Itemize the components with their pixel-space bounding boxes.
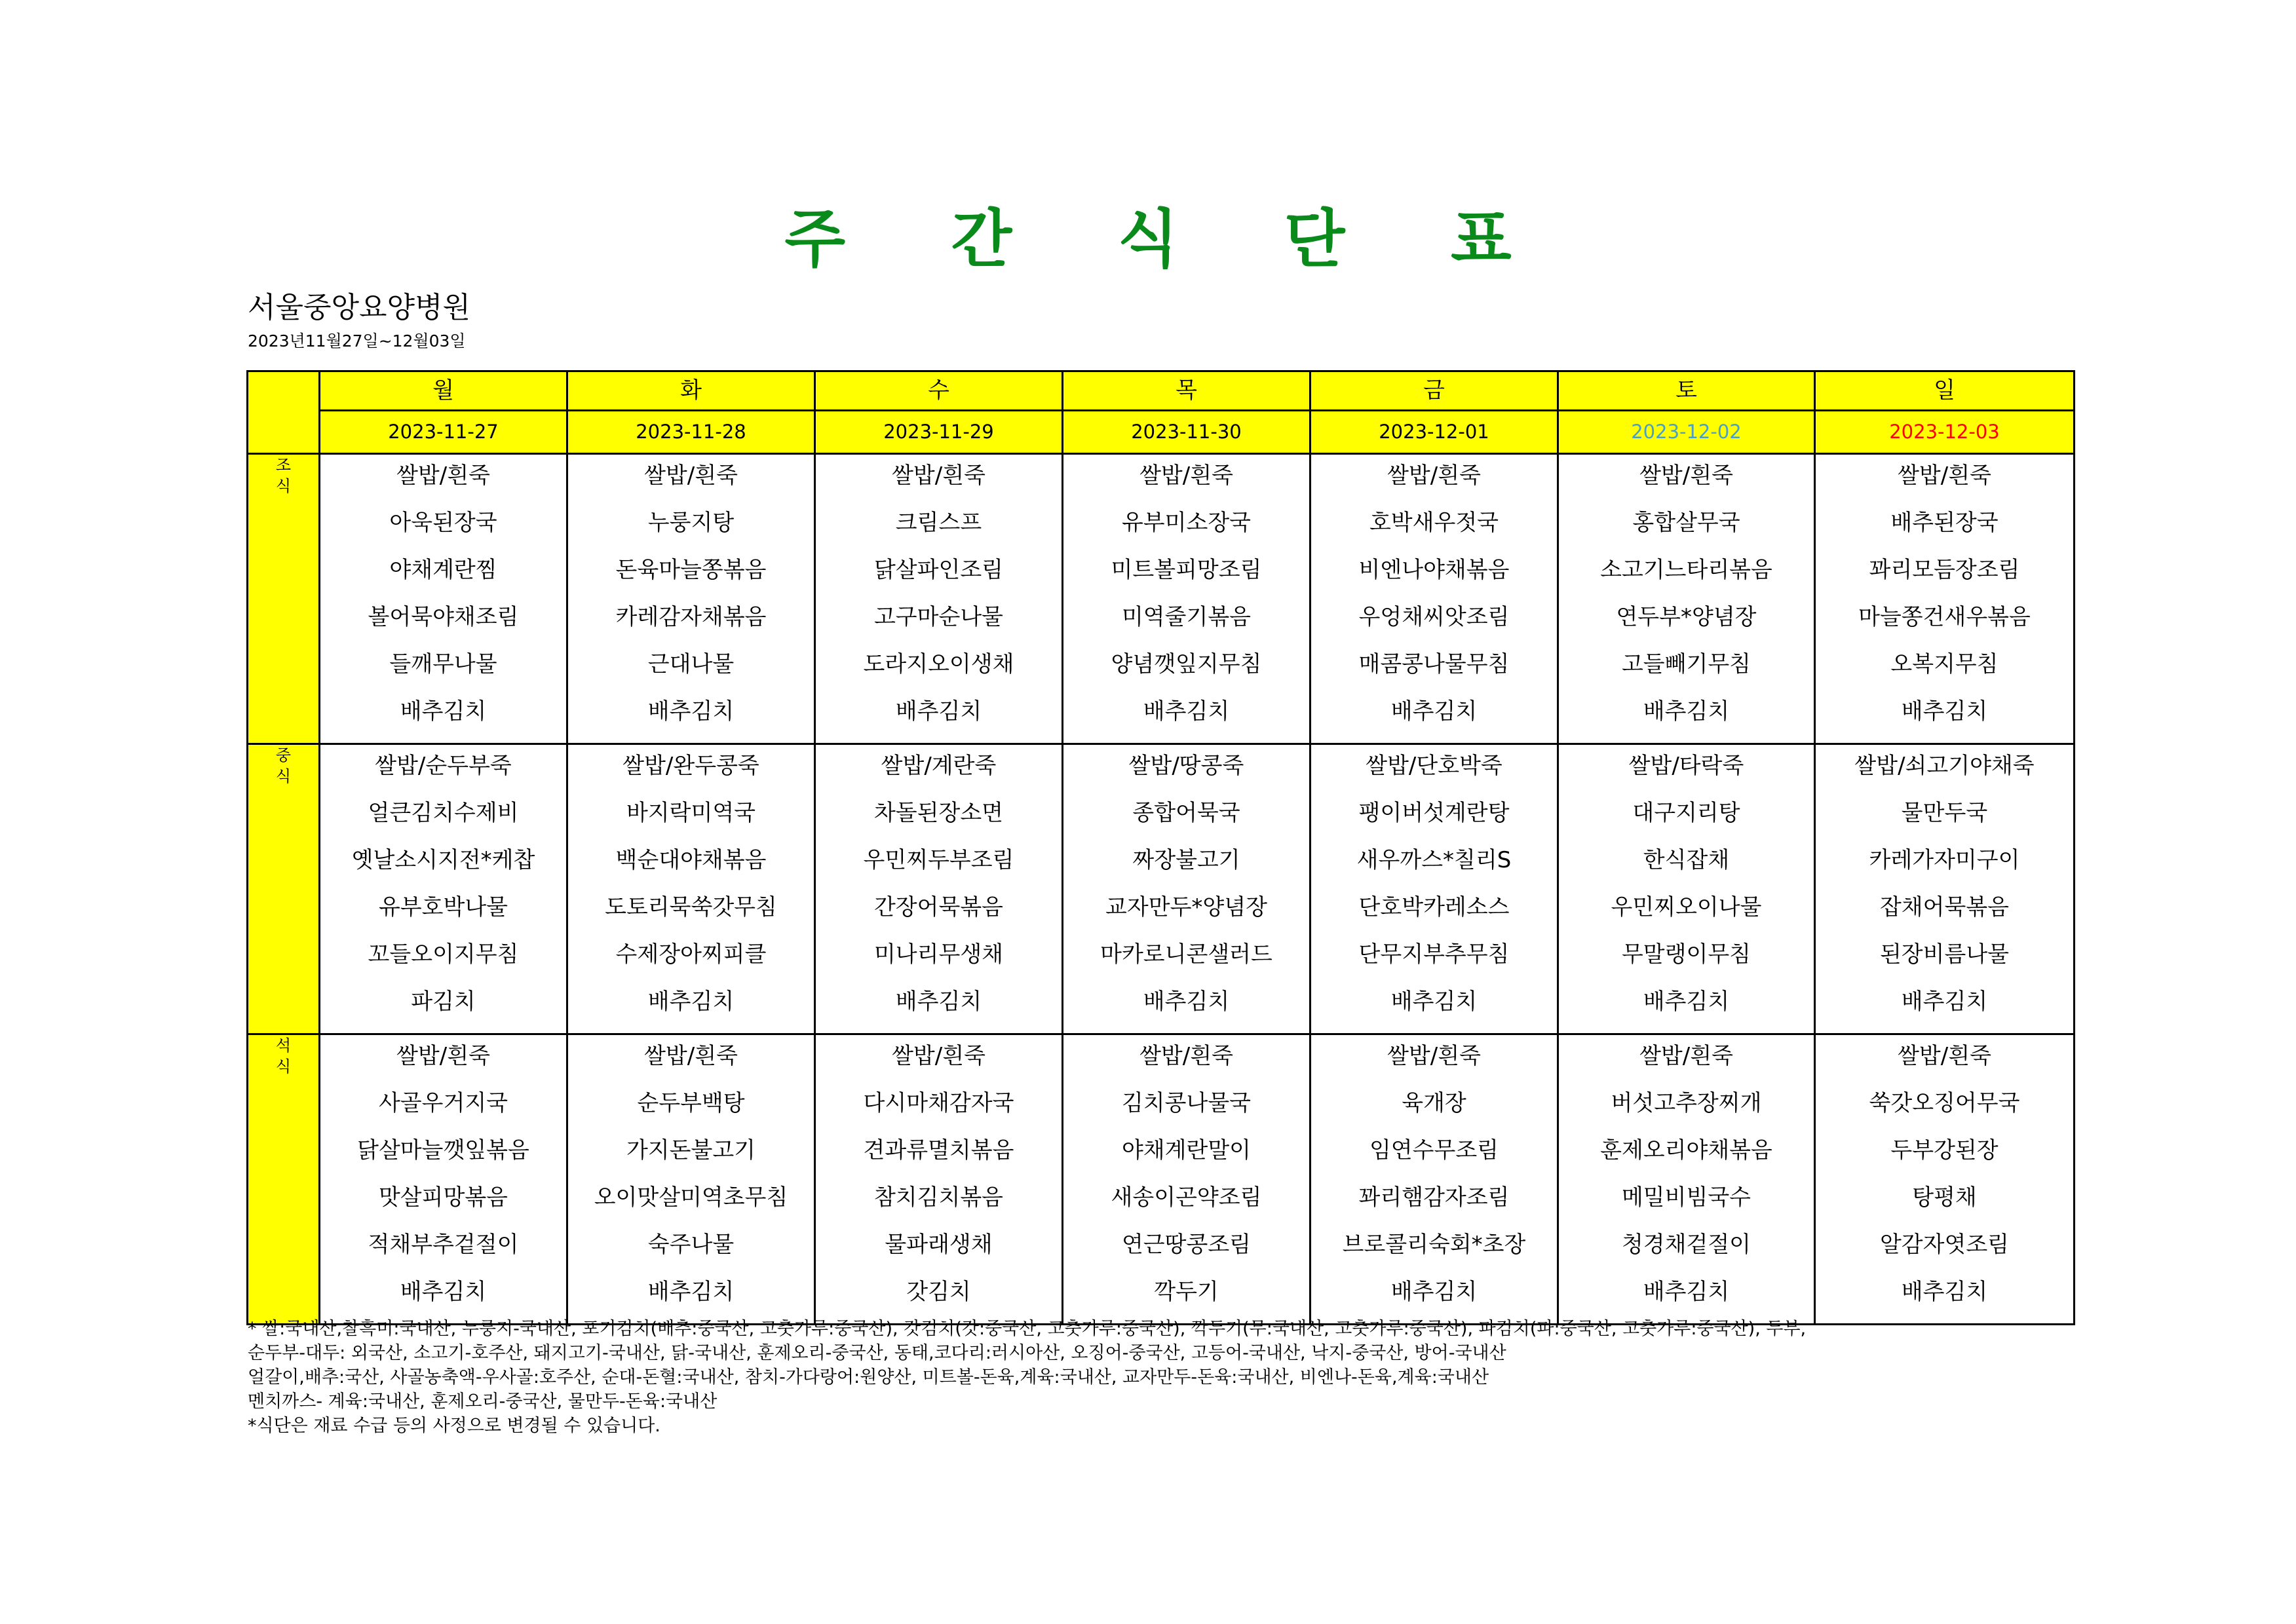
dish-item: 돈육마늘쫑볶음 [615,557,767,583]
menu-cell [815,744,1063,1034]
dish-item: 가지돈불고기 [626,1137,756,1163]
menu-cell [1815,1034,2075,1325]
dish-item: 청경채겉절이 [1621,1232,1751,1258]
menu-cell [567,1034,815,1325]
dish-item: 쑥갓오징어무국 [1869,1090,2020,1116]
dish-item: 양념깻잎지무침 [1111,651,1262,677]
dish-item: 파김치 [411,989,476,1015]
dish-item: 배추김치 [647,989,735,1015]
weekday-sat: 토 [1558,371,1815,411]
dish-item: 갓김치 [906,1279,971,1305]
menu-cell [1063,454,1311,744]
menu-cell [567,744,815,1034]
dish-item: 물파래생채 [885,1232,993,1258]
dish-item: 순두부백탕 [637,1090,745,1116]
dish-item: 배추김치 [1143,989,1230,1015]
dish-item: 쌀밥/흰죽 [892,1043,985,1069]
dish-item: 닭살파인조림 [873,557,1004,583]
dish-item: 소고기느타리볶음 [1600,557,1772,583]
dish-item: 도토리묵쑥갓무침 [605,894,777,920]
dish-item: 닭살마늘깻잎볶음 [357,1137,529,1163]
dish-item: 연근땅콩조림 [1121,1232,1252,1258]
dish-item: 꽈리모듬장조림 [1869,557,2020,583]
menu-cell [567,454,815,744]
dish-item: 아욱된장국 [389,510,497,536]
dish-item: 꼬들오이지무침 [368,941,519,968]
dish-item: 근대나물 [647,651,735,677]
menu-cell [1815,744,2075,1034]
dish-item: 미역줄기볶음 [1121,604,1252,630]
menu-cell [1311,454,1558,744]
dish-item: 비엔나야채볶음 [1358,557,1510,583]
dish-item: 단무지부추무침 [1358,941,1510,968]
date-mon: 2023-11-27 [320,411,567,454]
dish-item: 연두부*양념장 [1616,604,1757,630]
dish-item: 미나리무생채 [873,941,1004,968]
dish-item: 무말랭이무침 [1621,941,1751,968]
menu-period: 2023년11월27일~12월03일 [248,331,466,350]
menu-cell [1311,744,1558,1034]
dish-item: 꽈리햄감자조림 [1358,1184,1510,1211]
dish-item: 브로콜리숙회*초장 [1342,1232,1526,1258]
note-line: 순두부-대두: 외국산, 소고기-호주산, 돼지고기-국내산, 닭-국내산, 훈제오리-중국산, 동태,코다리:러시아산, 오징어-중국산, 고등어-국내산, 낙지-중국산, 방어-국내산 [248,1343,1506,1363]
dish-item: 탕평채 [1912,1184,1977,1211]
weekday-tue: 화 [567,371,815,411]
dish-item: 쌀밥/흰죽 [396,1043,490,1069]
dish-item: 단호박카레소스 [1358,894,1510,920]
dish-item: 카레감자채볶음 [615,604,767,630]
meal-label [248,1034,320,1325]
meal-rows [248,454,2075,1325]
dish-item: 쌀밥/쇠고기야채죽 [1854,753,2035,779]
dish-item: 배추김치 [895,989,982,1015]
meal-label-char: 조 [275,456,292,474]
menu-cell [1558,454,1815,744]
dish-item: 배추김치 [647,1279,735,1305]
dish-item: 참치김치볶음 [873,1184,1004,1211]
dish-item: 오복지무침 [1890,651,1999,677]
meal-label [248,744,320,1034]
dish-item: 배추김치 [400,698,487,725]
note-line: 멘치까스- 계육:국내산, 훈제오리-중국산, 물만두-돈육:국내산 [248,1391,718,1412]
menu-cell [1063,744,1311,1034]
dish-item: 쌀밥/흰죽 [644,1043,738,1069]
dish-item: 호박새우젓국 [1369,510,1499,536]
dish-item: 김치콩나물국 [1121,1090,1252,1116]
date-fri: 2023-12-01 [1311,411,1558,454]
date-sat: 2023-12-02 [1558,411,1815,454]
dish-item: 쌀밥/흰죽 [1898,1043,1991,1069]
dish-item: 육개장 [1402,1090,1466,1116]
dish-item: 배추김치 [1643,989,1730,1015]
meal-row-breakfast [248,454,2075,744]
date-tue: 2023-11-28 [567,411,815,454]
dish-item: 쌀밥/흰죽 [396,463,490,489]
dish-item: 된장비름나물 [1879,941,2010,968]
dish-item: 얼큰김치수제비 [368,800,519,826]
date-header-row [248,411,2075,454]
dish-item: 배추김치 [1901,698,1988,725]
dish-item: 배추김치 [1643,698,1730,725]
dish-item: 쌀밥/흰죽 [1139,1043,1233,1069]
dish-item: 숙주나물 [647,1232,735,1258]
date-wed: 2023-11-29 [815,411,1063,454]
weekly-menu-table [246,370,2075,1325]
dish-item: 도라지오이생채 [863,651,1014,677]
dish-item: 유부호박나물 [378,894,508,920]
dish-item: 쌀밥/흰죽 [1387,463,1481,489]
dish-item: 배추김치 [1390,698,1478,725]
menu-cell [320,744,567,1034]
dish-item: 적채부추겉절이 [368,1232,519,1258]
meal-label-char: 중 [275,746,292,765]
dish-item: 우엉채씨앗조림 [1358,604,1510,630]
dish-item: 쌀밥/흰죽 [1898,463,1991,489]
origin-notes [248,1317,2082,1438]
dish-item: 쌀밥/계란죽 [881,753,997,779]
dish-item: 두부강된장 [1890,1137,1999,1163]
dish-item: 유부미소장국 [1121,510,1252,536]
date-sun: 2023-12-03 [1815,411,2075,454]
dish-item: 크림스프 [895,510,982,536]
dish-item: 고구마순나물 [873,604,1004,630]
dish-item: 배추김치 [400,1279,487,1305]
dish-item: 매콤콩나물무침 [1358,651,1510,677]
meal-row-lunch [248,744,2075,1034]
dish-item: 다시마채감자국 [863,1090,1014,1116]
corner-cell [248,371,320,454]
note-line: * 쌀:국내산,찰흑미:국내산, 누룽지-국내산, 포기김치(배추:중국산, 고춧가루:중국산), 갓김치(갓:중국산, 고춧가루:중국산), 깍두기(무:국내산, 고춧가루:중국산), 파김치(파:중국산, 고춧가루:중국산), 두부, [248,1319,1807,1339]
dish-item: 고들빼기무침 [1621,651,1751,677]
menu-cell [815,454,1063,744]
dish-item: 배추김치 [1390,989,1478,1015]
dish-item: 바지락미역국 [626,800,756,826]
dish-item: 옛날소시지전*케찹 [351,847,535,873]
dish-item: 오이맛살미역초무침 [594,1184,788,1211]
dish-item: 쌀밥/흰죽 [1639,463,1733,489]
dish-item: 교자만두*양념장 [1105,894,1267,920]
menu-cell [320,454,567,744]
dish-item: 쌀밥/흰죽 [1639,1043,1733,1069]
dish-item: 우민찌두부조림 [863,847,1014,873]
dish-item: 잡채어묵볶음 [1879,894,2010,920]
weekday-fri: 금 [1311,371,1558,411]
weekday-mon: 월 [320,371,567,411]
menu-cell [1558,1034,1815,1325]
weekday-header-row [248,371,2075,411]
dish-item: 들깨무나물 [389,651,497,677]
dish-item: 쌀밥/완두콩죽 [622,753,759,779]
dish-item: 수제장아찌피클 [615,941,767,968]
dish-item: 볼어묵야채조림 [368,604,519,630]
menu-cell [1815,454,2075,744]
dish-item: 미트볼피망조림 [1111,557,1262,583]
dish-item: 배추김치 [647,698,735,725]
dish-item: 메밀비빔국수 [1621,1184,1751,1211]
dish-item: 새송이곤약조림 [1111,1184,1262,1211]
dish-item: 야채계란찜 [389,557,497,583]
note-line: *식단은 재료 수급 등의 사정으로 변경될 수 있습니다. [248,1416,660,1436]
meal-label-char: 식 [275,1057,292,1076]
dish-item: 마카로니콘샐러드 [1100,941,1272,968]
meal-label-char: 식 [275,767,292,785]
dish-item: 깍두기 [1154,1279,1219,1305]
meal-label-char: 식 [275,477,292,495]
dish-item: 버섯고추장찌개 [1611,1090,1762,1116]
dish-item: 간장어묵볶음 [873,894,1004,920]
weekday-wed: 수 [815,371,1063,411]
dish-item: 차돌된장소면 [873,800,1004,826]
note-line: 얼갈이,배추:국산, 사골농축액-우사골:호주산, 순대-돈혈:국내산, 참치-가다랑어:원양산, 미트볼-돈육,계육:국내산, 교자만두-돈육:국내산, 비엔나-돈육,계육:국내산 [248,1367,1489,1388]
dish-item: 배추김치 [1643,1279,1730,1305]
dish-item: 알감자엿조림 [1879,1232,2010,1258]
dish-item: 쌀밥/타락죽 [1628,753,1744,779]
dish-item: 쌀밥/흰죽 [644,463,738,489]
dish-item: 견과류멸치볶음 [863,1137,1014,1163]
menu-cell [1558,744,1815,1034]
dish-item: 쌀밥/순두부죽 [375,753,512,779]
dish-item: 마늘쫑건새우볶음 [1858,604,2031,630]
dish-item: 물만두국 [1901,800,1988,826]
dish-item: 우민찌오이나물 [1611,894,1762,920]
menu-cell [320,1034,567,1325]
organization-name: 서울중앙요양병원 [248,291,471,324]
dish-item: 배추된장국 [1890,510,1999,536]
dish-item: 누룽지탕 [647,510,735,536]
dish-item: 야채계란말이 [1121,1137,1252,1163]
dish-item: 훈제오리야채볶음 [1600,1137,1772,1163]
meal-label [248,454,320,744]
dish-item: 사골우거지국 [378,1090,508,1116]
dish-item: 팽이버섯계란탕 [1358,800,1510,826]
menu-cell [1063,1034,1311,1325]
menu-cell [1311,1034,1558,1325]
dish-item: 맛살피망볶음 [378,1184,508,1211]
dish-item: 배추김치 [1143,698,1230,725]
meal-label-char: 석 [275,1036,292,1055]
dish-item: 카레가자미구이 [1869,847,2020,873]
dish-item: 새우까스*칠리S [1356,847,1512,873]
dish-item: 백순대야채볶음 [615,847,767,873]
meal-row-dinner [248,1034,2075,1325]
dish-item: 배추김치 [1390,1279,1478,1305]
dish-item: 한식잡채 [1643,847,1730,873]
dish-item: 배추김치 [1901,1279,1988,1305]
weekday-sun: 일 [1815,371,2075,411]
dish-item: 쌀밥/땅콩죽 [1128,753,1244,779]
dish-item: 배추김치 [1901,989,1988,1015]
dish-item: 홍합살무국 [1632,510,1740,536]
dish-item: 쌀밥/흰죽 [892,463,985,489]
dish-item: 종합어묵국 [1132,800,1240,826]
page-title: 주 간 식 단 표 [784,202,1554,276]
menu-cell [815,1034,1063,1325]
dish-item: 쌀밥/흰죽 [1387,1043,1481,1069]
dish-item: 임연수무조림 [1369,1137,1499,1163]
date-thu: 2023-11-30 [1063,411,1311,454]
weekday-thu: 목 [1063,371,1311,411]
dish-item: 짜장불고기 [1132,847,1240,873]
dish-item: 쌀밥/단호박죽 [1366,753,1502,779]
dish-item: 대구지리탕 [1632,800,1740,826]
dish-item: 쌀밥/흰죽 [1139,463,1233,489]
dish-item: 배추김치 [895,698,982,725]
